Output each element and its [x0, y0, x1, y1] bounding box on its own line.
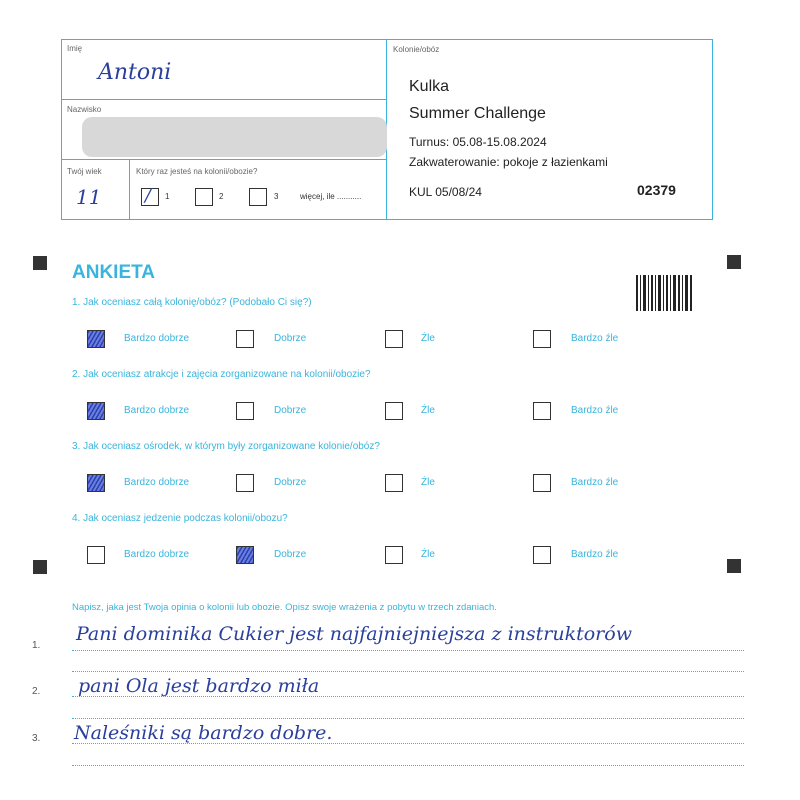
opinion-line-1-rule-b: [72, 671, 744, 672]
q1-label-bardzo-dobrze: Bardzo dobrze: [124, 333, 190, 344]
q4-label-bardzo-zle: Bardzo źle: [571, 549, 619, 560]
name-row-divider: [61, 99, 386, 100]
camp-code: KUL 05/08/24: [409, 185, 482, 199]
q1-option-bardzo-dobrze[interactable]: [87, 330, 105, 348]
question-4: 4. Jak oceniasz jedzenie podczas kolonii/obozu?: [72, 513, 288, 524]
registration-marker-br: [727, 559, 741, 573]
opinion-line-3-rule-b: [72, 765, 744, 766]
surname-label: Nazwisko: [67, 105, 102, 114]
barcode: [636, 275, 692, 311]
times-option-3: 3: [274, 192, 279, 201]
q4-option-bardzo-zle[interactable]: [533, 546, 551, 564]
age-divider: [129, 159, 130, 219]
zakwaterowanie: Zakwaterowanie: pokoje z łazienkami: [409, 155, 608, 169]
registration-marker-bl: [33, 560, 47, 574]
q3-label-bardzo-dobrze: Bardzo dobrze: [124, 477, 190, 488]
times-option-1: 1: [165, 192, 170, 201]
age-label: Twój wiek: [67, 167, 102, 176]
registration-marker-tl: [33, 256, 47, 270]
q1-label-bardzo-zle: Bardzo źle: [571, 333, 619, 344]
name-value: Antoni: [98, 60, 172, 85]
opinion-prompt: Napisz, jaka jest Twoja opinia o kolonii lub obozie. Opisz swoje wrażenia z pobytu w trzech zdaniach.: [72, 602, 497, 613]
times-more-label: więcej, ile ...........: [300, 192, 362, 201]
camp-name: Kulka: [409, 78, 450, 95]
q3-option-zle[interactable]: [385, 474, 403, 492]
surname-redaction: [82, 117, 387, 157]
question-1: 1. Jak oceniasz całą kolonię/obóz? (Podobało Ci się?): [72, 297, 312, 308]
q3-label-zle: Źle: [421, 477, 435, 488]
opinion-line-1-text[interactable]: Pani dominika Cukier jest najfajniejniejsza z instruktorów: [76, 623, 632, 645]
turnus: Turnus: 05.08-15.08.2024: [409, 135, 547, 149]
name-label: Imię: [67, 44, 83, 53]
q2-option-dobrze[interactable]: [236, 402, 254, 420]
opinion-line-1-number: 1.: [32, 640, 41, 651]
times-option-2: 2: [219, 192, 224, 201]
q2-label-zle: Źle: [421, 405, 435, 416]
opinion-line-3-rule-a: [72, 743, 744, 744]
surname-row-divider: [61, 159, 386, 160]
camp-label: Kolonie/obóz: [393, 45, 440, 54]
q3-label-dobrze: Dobrze: [274, 477, 307, 488]
q4-label-zle: Źle: [421, 549, 435, 560]
question-2: 2. Jak oceniasz atrakcje i zajęcia zorganizowane na kolonii/obozie?: [72, 369, 371, 380]
opinion-line-2-rule-b: [72, 718, 744, 719]
times-check-mark: /: [145, 185, 152, 206]
question-3: 3. Jak oceniasz ośrodek, w którym były zorganizowane kolonie/obóz?: [72, 441, 380, 452]
q3-option-bardzo-zle[interactable]: [533, 474, 551, 492]
times-label: Który raz jesteś na kolonii/obozie?: [136, 167, 258, 176]
times-checkbox-2[interactable]: [195, 188, 213, 206]
q4-option-bardzo-dobrze[interactable]: [87, 546, 105, 564]
q1-option-dobrze[interactable]: [236, 330, 254, 348]
q1-label-dobrze: Dobrze: [274, 333, 307, 344]
opinion-line-3-number: 3.: [32, 733, 41, 744]
q3-label-bardzo-zle: Bardzo źle: [571, 477, 619, 488]
opinion-line-3-text[interactable]: Naleśniki są bardzo dobre.: [74, 722, 333, 744]
form-number: 02379: [637, 182, 676, 198]
q1-label-zle: Źle: [421, 333, 435, 344]
q2-label-bardzo-dobrze: Bardzo dobrze: [124, 405, 190, 416]
q1-option-bardzo-zle[interactable]: [533, 330, 551, 348]
opinion-line-2-text[interactable]: pani Ola jest bardzo miła: [78, 675, 320, 697]
q4-option-zle[interactable]: [385, 546, 403, 564]
q4-label-dobrze: Dobrze: [274, 549, 307, 560]
times-checkbox-3[interactable]: [249, 188, 267, 206]
q2-option-bardzo-zle[interactable]: [533, 402, 551, 420]
q4-label-bardzo-dobrze: Bardzo dobrze: [124, 549, 190, 560]
q2-option-bardzo-dobrze[interactable]: [87, 402, 105, 420]
registration-marker-tr: [727, 255, 741, 269]
camp-program: Summer Challenge: [409, 105, 546, 122]
q4-option-dobrze[interactable]: [236, 546, 254, 564]
q1-option-zle[interactable]: [385, 330, 403, 348]
opinion-line-2-rule-a: [72, 696, 744, 697]
q3-option-dobrze[interactable]: [236, 474, 254, 492]
age-value: 11: [76, 185, 102, 209]
q2-label-bardzo-zle: Bardzo źle: [571, 405, 619, 416]
survey-title: ANKIETA: [72, 262, 156, 283]
opinion-line-2-number: 2.: [32, 686, 41, 697]
q2-label-dobrze: Dobrze: [274, 405, 307, 416]
q3-option-bardzo-dobrze[interactable]: [87, 474, 105, 492]
opinion-line-1-rule-a: [72, 650, 744, 651]
q2-option-zle[interactable]: [385, 402, 403, 420]
